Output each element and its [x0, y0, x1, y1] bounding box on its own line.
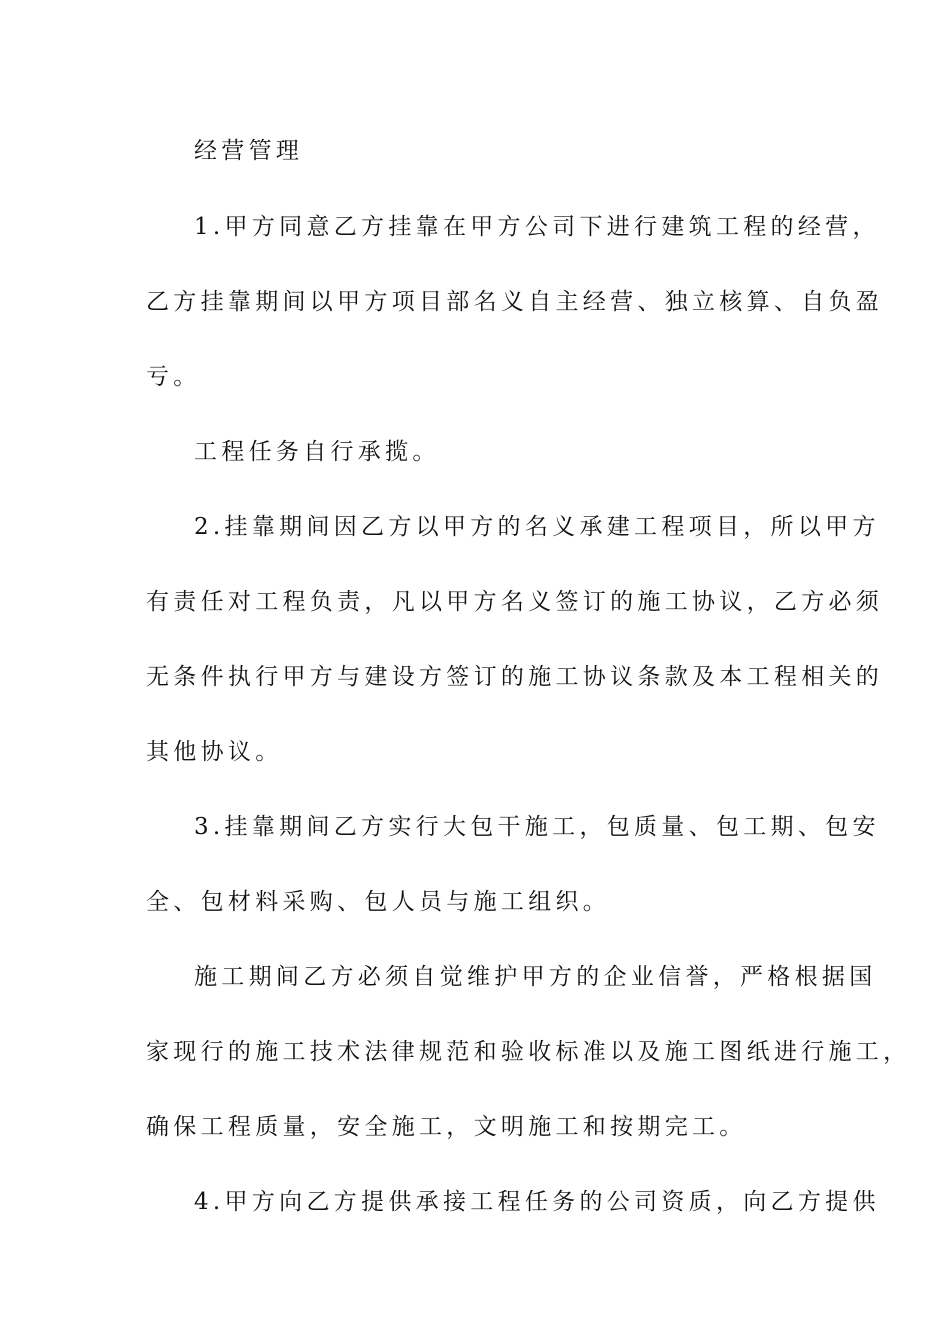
paragraph-line: 全、包材料采购、包人员与施工组织。	[146, 889, 611, 915]
paragraph-line: 乙方挂靠期间以甲方项目部名义自主经营、独立核算、自负盈	[146, 289, 884, 315]
paragraph-line: 2.挂靠期间因乙方以甲方的名义承建工程项目，所以甲方	[194, 514, 880, 540]
paragraph-line: 4.甲方向乙方提供承接工程任务的公司资质，向乙方提供	[194, 1189, 880, 1215]
paragraph-line: 家现行的施工技术法律规范和验收标准以及施工图纸进行施工，	[146, 1039, 911, 1065]
paragraph-line: 无条件执行甲方与建设方签订的施工协议条款及本工程相关的	[146, 664, 884, 690]
paragraph-line: 工程任务自行承揽。	[194, 439, 440, 465]
section-heading: 经营管理	[194, 138, 304, 164]
paragraph-line: 确保工程质量，安全施工，文明施工和按期完工。	[146, 1114, 747, 1140]
paragraph-line: 1.甲方同意乙方挂靠在甲方公司下进行建筑工程的经营，	[194, 214, 880, 240]
paragraph-line: 亏。	[146, 364, 201, 390]
paragraph-line: 其他协议。	[146, 739, 283, 765]
paragraph-line: 3.挂靠期间乙方实行大包干施工，包质量、包工期、包安	[194, 814, 880, 840]
paragraph-line: 有责任对工程负责，凡以甲方名义签订的施工协议，乙方必须	[146, 589, 884, 615]
paragraph-line: 施工期间乙方必须自觉维护甲方的企业信誉，严格根据国	[194, 964, 877, 990]
